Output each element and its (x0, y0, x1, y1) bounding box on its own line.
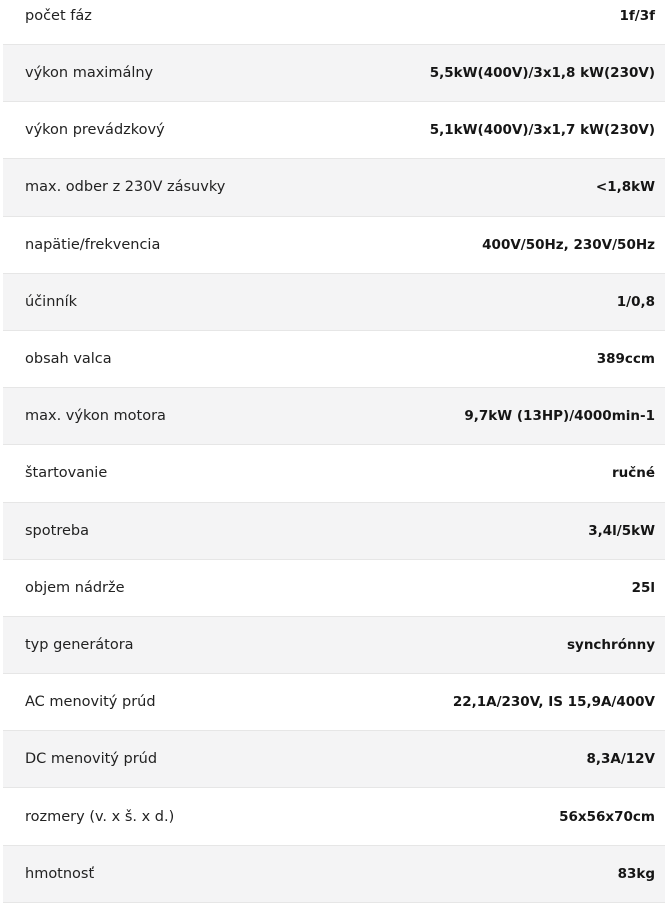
spec-value: 9,7kW (13HP)/4000min-1 (464, 408, 655, 425)
spec-label: počet fáz (25, 8, 92, 24)
spec-row-voltage-frequency (3, 217, 665, 274)
spec-label: štartovanie (25, 465, 108, 482)
spec-label: spotreba (25, 522, 89, 539)
spec-row-engine-power (3, 388, 665, 445)
spec-value: 5,1kW(400V)/3x1,7 kW(230V) (429, 122, 655, 139)
spec-value: 3,4l/5kW (588, 522, 655, 539)
spec-label: objem nádrže (25, 579, 125, 596)
spec-label: obsah valca (25, 351, 112, 368)
spec-row-consumption (3, 503, 665, 560)
spec-row-power-factor (3, 274, 665, 331)
spec-row-generator-type (3, 617, 665, 674)
spec-row-max-power (3, 45, 665, 102)
spec-value: 83kg (617, 865, 655, 882)
spec-label: typ generátora (25, 636, 134, 653)
spec-row-socket-load (3, 159, 665, 216)
spec-value: 400V/50Hz, 230V/50Hz (482, 236, 655, 253)
spec-value: ručné (611, 465, 655, 482)
spec-label: AC menovitý prúd (25, 694, 156, 711)
spec-value: 1/0,8 (616, 293, 655, 310)
spec-row-starting (3, 445, 665, 502)
spec-row-operating-power (3, 102, 665, 159)
spec-label: výkon maximálny (25, 65, 154, 82)
spec-label: napätie/frekvencia (25, 236, 161, 253)
spec-value: 389ccm (596, 351, 655, 368)
spec-row-dc-current (3, 731, 665, 788)
spec-label: DC menovitý prúd (25, 751, 158, 768)
spec-row-phases (3, 0, 665, 45)
spec-value: 5,5kW(400V)/3x1,8 kW(230V) (429, 65, 655, 82)
spec-value: 56x56x70cm (559, 808, 655, 825)
spec-row-displacement (3, 331, 665, 388)
spec-label: výkon prevádzkový (25, 122, 165, 139)
spec-value: 25l (631, 579, 655, 596)
spec-value: 1f/3f (619, 8, 655, 24)
spec-value: synchrónny (566, 636, 655, 653)
spec-value: 22,1A/230V, IS 15,9A/400V (452, 694, 655, 711)
spec-table (3, 0, 665, 903)
spec-value: <1,8kW (595, 179, 655, 196)
spec-row-weight (3, 846, 665, 903)
spec-label: hmotnosť (25, 865, 95, 882)
spec-row-tank-volume (3, 560, 665, 617)
spec-label: max. výkon motora (25, 408, 166, 425)
spec-row-dimensions (3, 788, 665, 845)
spec-value: 8,3A/12V (586, 751, 655, 768)
spec-row-ac-current (3, 674, 665, 731)
spec-label: rozmery (v. x š. x d.) (25, 808, 175, 825)
spec-label: účinník (25, 293, 77, 310)
spec-label: max. odber z 230V zásuvky (25, 179, 226, 196)
